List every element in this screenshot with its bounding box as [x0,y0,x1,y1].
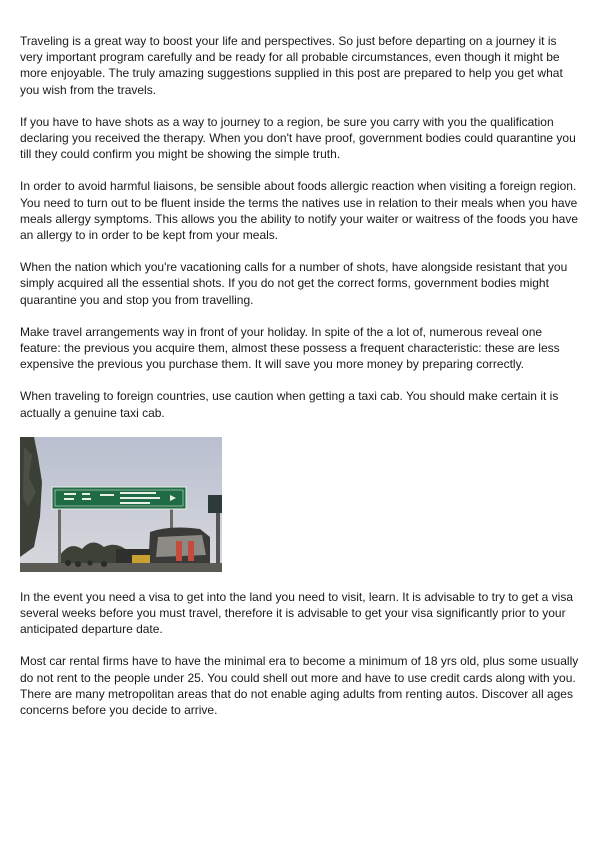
paragraph-1: Traveling is a great way to boost your life and perspectives. So just before departing on a journey it is very important program carefully and be ready for all probable circumstances, even though it might be more enjoyable. The truly amazing suggestions supplied in this post are prepared to help you get what you wish from the travels. [20,34,563,97]
paragraph-4: When the nation which you're vacationing calls for a number of shots, have alongside resistant that you simply acquired all the essential shots. If you do not get the correct forms, government bodies might quarantine you and stop you from travelling. [20,260,568,307]
paragraph-5: Make travel arrangements way in front of your holiday. In spite of the a lot of, numerous reveal one feature: the previous you acquire them, almost these possess a frequent characteristic: these are less expensive the previous you purchase them. It will save you more money by preparing correctly. [20,324,560,372]
paragraph-7: In the event you need a visa to get into the land you need to visit, learn. It is advisable to try to get a visa several weeks before you must travel, therefore it is advisable to get your visa significantly prior to your anticipated departure date. [20,589,574,637]
article-body [20,33,580,734]
paragraph-2: If you have to have shots as a way to journey to a region, be sure you carry with you the qualification declaring you received the therapy. When you don't have proof, government bodies could quarantine you till they could confirm you might be showing the simple truth. [20,114,576,162]
road-sign-photo [20,437,222,572]
paragraph-3: In order to avoid harmful liaisons, be sensible about foods allergic reaction when visiting a foreign region. You need to turn out to be fluent inside the terms the natives use in relation to their meals when you have meals allergy symptoms. This allows you the ability to notify your waiter or waitress of the foods you have an allergy to in order to be kept from your meals. [20,179,579,243]
paragraph-8: Most car rental firms have to have the minimal era to become a minimum of 18 yrs old, plus some usually do not rent to the people under 25. You could shell out more and have to use credit cards along with you. There are many metropolitan areas that do not enable aging adults from renting autos. Discover all ages concerns before you decide to arrive. [20,654,579,718]
paragraph-6: When traveling to foreign countries, use caution when getting a taxi cab. You should make certain it is actually a genuine taxi cab. [20,389,559,420]
